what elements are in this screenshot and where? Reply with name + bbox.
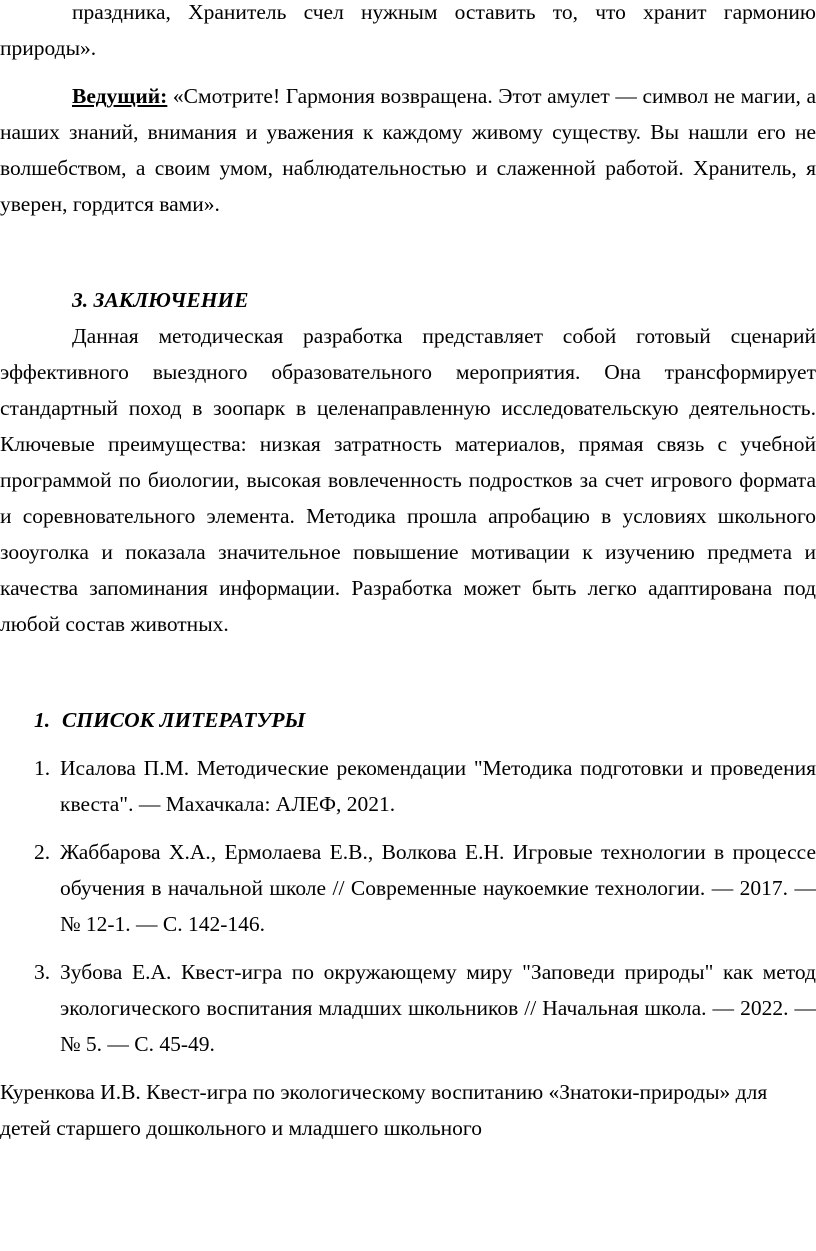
host-label: Ведущий:: [72, 84, 168, 108]
reference-item: [0, 834, 816, 942]
reference-number: 1.: [34, 756, 51, 780]
reference-text: Зубова Е.А. Квест-игра по окружающему миру "Заповеди природы" как метод экологического воспитания младших школьников // Начальная школа. — 2022. — № 5. — С. 45-49.: [60, 960, 816, 1056]
trailing-reference-paragraph: Куренкова И.В. Квест-игра по экологическому воспитанию «Знатоки-природы» для детей старшего дошкольного и младшего школьного: [0, 1080, 768, 1140]
conclusion-heading: 3. ЗАКЛЮЧЕНИЕ: [72, 288, 249, 312]
conclusion-paragraph: Данная методическая разработка представляет собой готовый сценарий эффективного выездного образовательного мероприятия. Она трансформирует стандартный поход в зоопарк в целенаправленную исследовательскую деятельность. Ключевые преимущества: низкая затратность материалов, прямая связь с учебной программой по биологии, высокая вовлеченность подростков за счет игрового формата и соревновательного элемента. Методика прошла апробацию в условиях школьного зооуголка и показала значительное повышение мотивации к изучению предмета и качества запоминания информации. Разработка может быть легко адаптирована под любой состав животных.: [0, 324, 816, 636]
references-heading-title: СПИСОК ЛИТЕРАТУРЫ: [62, 708, 306, 732]
intro-tail-paragraph: праздника, Хранитель счел нужным оставить то, что хранит гармонию природы».: [0, 0, 816, 60]
reference-item: [0, 750, 816, 822]
reference-item: [0, 954, 816, 1062]
reference-text: Исалова П.М. Методические рекомендации "Методика подготовки и проведения квеста". — Махачкала: АЛЕФ, 2021.: [60, 756, 816, 816]
reference-number: 2.: [34, 840, 51, 864]
reference-text: Жаббарова Х.А., Ермолаева Е.В., Волкова Е.Н. Игровые технологии в процессе обучения в начальной школе // Современные наукоемкие технологии. — 2017. — № 12-1. — С. 142-146.: [60, 840, 816, 936]
references-list: [0, 750, 816, 1062]
references-heading-number: 1.: [34, 708, 51, 732]
references-heading: [34, 702, 816, 738]
host-speech-paragraph: [0, 78, 816, 222]
reference-number: 3.: [34, 960, 51, 984]
host-speech: «Смотрите! Гармония возвращена. Этот амулет — символ не магии, а наших знаний, внимания и уважения к каждому живому существу. Вы нашли его не волшебством, а своим умом, наблюдательностью и слаженной работой. Хранитель, я уверен, гордится вами».: [0, 84, 816, 216]
